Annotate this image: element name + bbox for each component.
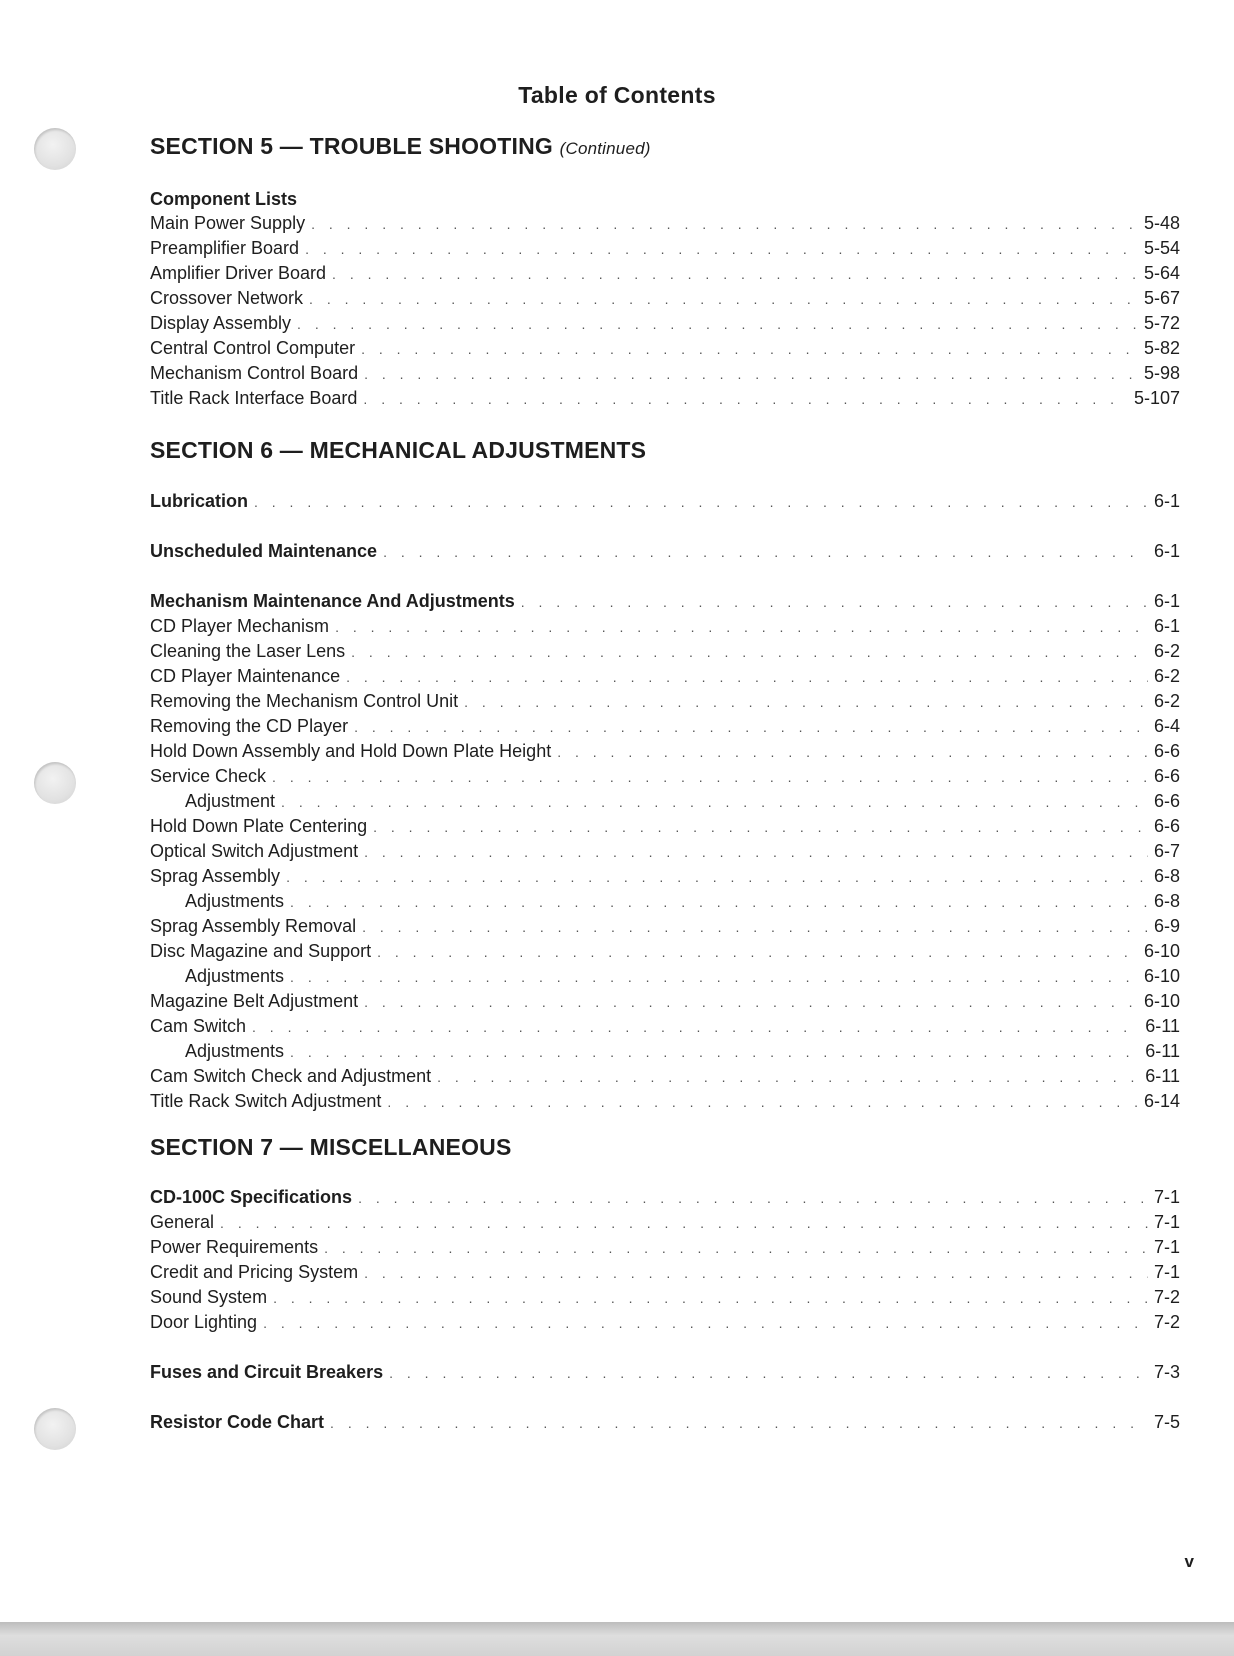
toc-entry[interactable]: Display Assembly . . . 5-72 xyxy=(150,313,1180,338)
toc-entry[interactable]: Mechanism Maintenance And Adjustments . . . 6-1 xyxy=(150,591,1180,616)
dot-leader xyxy=(389,1365,1148,1381)
dot-leader xyxy=(383,544,1148,560)
toc-entry[interactable]: Sound System . . . 7-2 xyxy=(150,1287,1180,1312)
binder-hole-middle xyxy=(34,762,76,804)
dot-leader xyxy=(464,694,1148,710)
binder-hole-top xyxy=(34,128,76,170)
toc-entry[interactable]: Removing the CD Player . . . 6-4 xyxy=(150,716,1180,741)
section-5-heading xyxy=(150,133,651,160)
dot-leader xyxy=(305,241,1138,257)
dot-leader xyxy=(324,1240,1148,1256)
dot-leader xyxy=(346,669,1148,685)
toc-entry[interactable]: General . . . 7-1 xyxy=(150,1212,1180,1237)
toc-entry[interactable]: Adjustments . . . 6-8 xyxy=(150,891,1180,916)
toc-entry[interactable]: Adjustments . . . 6-10 xyxy=(150,966,1180,991)
dot-leader xyxy=(290,894,1148,910)
dot-leader xyxy=(363,391,1128,407)
dot-leader xyxy=(377,944,1138,960)
dot-leader xyxy=(263,1315,1148,1331)
page-title: Table of Contents xyxy=(518,82,716,108)
toc-entry[interactable]: Central Control Computer . . . 5-82 xyxy=(150,338,1180,363)
dot-leader xyxy=(373,819,1148,835)
dot-leader xyxy=(557,744,1148,760)
toc-entry[interactable]: Lubrication . . . 6-1 xyxy=(150,491,1180,516)
dot-leader xyxy=(358,1190,1148,1206)
dot-leader xyxy=(351,644,1148,660)
toc-entry[interactable]: CD Player Mechanism . . . 6-1 xyxy=(150,616,1180,641)
toc-entry[interactable]: Resistor Code Chart . . . 7-5 xyxy=(150,1412,1180,1437)
dot-leader xyxy=(332,266,1138,282)
toc-entry[interactable]: Title Rack Interface Board . . . 5-107 xyxy=(150,388,1180,413)
dot-leader xyxy=(290,1044,1139,1060)
dot-leader xyxy=(273,1290,1148,1306)
toc-entry[interactable]: Preamplifier Board . . . 5-54 xyxy=(150,238,1180,263)
section-5-continued: (Continued) xyxy=(559,139,651,158)
dot-leader xyxy=(254,494,1148,510)
binder-hole-bottom xyxy=(34,1408,76,1450)
dot-leader xyxy=(362,919,1148,935)
toc-entry[interactable]: Title Rack Switch Adjustment . . . 6-14 xyxy=(150,1091,1180,1116)
toc-entry[interactable]: Adjustments . . . 6-11 xyxy=(150,1041,1180,1066)
dot-leader xyxy=(286,869,1148,885)
page-number: v xyxy=(1184,1552,1194,1571)
toc-entry[interactable]: Hold Down Plate Centering . . . 6-6 xyxy=(150,816,1180,841)
toc-entry[interactable]: CD Player Maintenance . . . 6-2 xyxy=(150,666,1180,691)
toc-entry[interactable]: Service Check . . . 6-6 xyxy=(150,766,1180,791)
toc-entry[interactable]: Sprag Assembly Removal . . . 6-9 xyxy=(150,916,1180,941)
dot-leader xyxy=(354,719,1148,735)
section-5-heading-text: SECTION 5 — TROUBLE SHOOTING xyxy=(150,133,554,159)
dot-leader xyxy=(437,1069,1139,1085)
scan-bottom-edge xyxy=(0,1622,1234,1656)
dot-leader xyxy=(335,619,1148,635)
dot-leader xyxy=(281,794,1148,810)
section-6-heading: SECTION 6 — MECHANICAL ADJUSTMENTS xyxy=(150,437,647,463)
toc-entry[interactable]: Cam Switch . . . 6-11 xyxy=(150,1016,1180,1041)
group-title-component-lists: Component Lists xyxy=(150,189,297,209)
dot-leader xyxy=(290,969,1138,985)
toc-entry[interactable]: Optical Switch Adjustment . . . 6-7 xyxy=(150,841,1180,866)
toc-entry[interactable]: Amplifier Driver Board . . . 5-64 xyxy=(150,263,1180,288)
toc-entry[interactable]: Mechanism Control Board . . . 5-98 xyxy=(150,363,1180,388)
toc-entry[interactable]: Fuses and Circuit Breakers . . . 7-3 xyxy=(150,1362,1180,1387)
dot-leader xyxy=(364,366,1138,382)
toc-entry[interactable]: Power Requirements . . . 7-1 xyxy=(150,1237,1180,1262)
dot-leader xyxy=(297,316,1138,332)
toc-entry[interactable]: Magazine Belt Adjustment . . . 6-10 xyxy=(150,991,1180,1016)
toc-entry[interactable]: Main Power Supply . . . 5-48 xyxy=(150,213,1180,238)
dot-leader xyxy=(387,1094,1138,1110)
dot-leader xyxy=(252,1019,1139,1035)
section-7-heading: SECTION 7 — MISCELLANEOUS xyxy=(150,1134,512,1160)
toc-entry[interactable]: Unscheduled Maintenance . . . 6-1 xyxy=(150,541,1180,566)
toc-entry[interactable]: Cleaning the Laser Lens . . . 6-2 xyxy=(150,641,1180,666)
dot-leader xyxy=(311,216,1138,232)
dot-leader xyxy=(330,1415,1148,1431)
toc-entry[interactable]: Sprag Assembly . . . 6-8 xyxy=(150,866,1180,891)
toc-entry[interactable]: CD-100C Specifications . . . 7-1 xyxy=(150,1187,1180,1212)
toc-entry[interactable]: Credit and Pricing System . . . 7-1 xyxy=(150,1262,1180,1287)
dot-leader xyxy=(521,594,1148,610)
dot-leader xyxy=(220,1215,1148,1231)
toc-entry[interactable]: Hold Down Assembly and Hold Down Plate Height . . . 6-6 xyxy=(150,741,1180,766)
dot-leader xyxy=(361,341,1138,357)
toc-entry[interactable]: Adjustment . . . 6-6 xyxy=(150,791,1180,816)
dot-leader xyxy=(364,844,1148,860)
toc-entry[interactable]: Door Lighting . . . 7-2 xyxy=(150,1312,1180,1337)
toc-entry[interactable]: Cam Switch Check and Adjustment . . . 6-11 xyxy=(150,1066,1180,1091)
dot-leader xyxy=(309,291,1138,307)
dot-leader xyxy=(364,1265,1148,1281)
dot-leader xyxy=(272,769,1148,785)
dot-leader xyxy=(364,994,1138,1010)
toc-entry[interactable]: Disc Magazine and Support . . . 6-10 xyxy=(150,941,1180,966)
toc-entry[interactable]: Removing the Mechanism Control Unit . . . 6-2 xyxy=(150,691,1180,716)
toc-entry[interactable]: Crossover Network . . . 5-67 xyxy=(150,288,1180,313)
